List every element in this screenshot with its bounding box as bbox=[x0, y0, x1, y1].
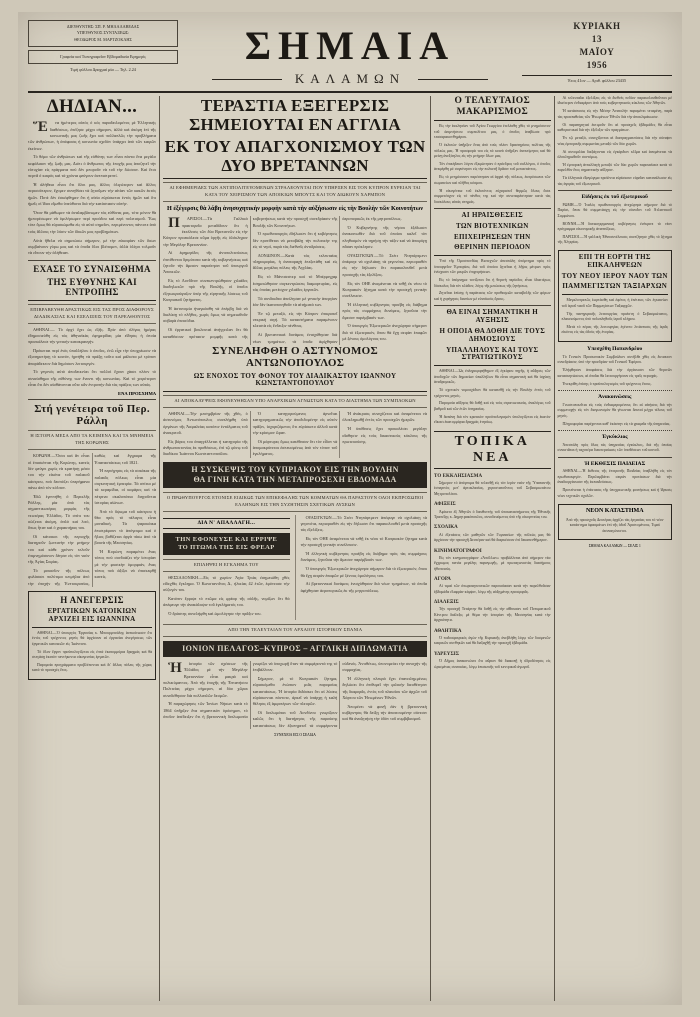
local-news-banner: ΤΟΠΙΚΑ ΝΕΑ bbox=[434, 431, 550, 469]
lead-kicker: ΑΙ ΕΦΗΜΕΡΙΔΕΣ ΤΩΝ ΑΝΤΙΠΟΛΙΤΕΥΟΜΕΝΩΝ ΣΤΡΑΛΕΟΥΝΤΑΙ ΠΟΥ ΥΠΗΡΞΕΝ ΕΙΣ ΤΟΝ ΚΥΠΡΟΝ ΕΥΡΕΙΑΝ ΤΑΙ ΚΑΤΑ ΤΟΥ ΧΕΙΡΙΣΜΟΥ ΤΩΝ ΑΠΟΙΚΙΩΝ ΜΠΟΥΤΣ ΚΑΙ ΤΟΥ ΔΙΩΚΟΥΝ ΧΑΡΜΠΟΝ bbox=[163, 182, 427, 202]
housing-para: Τὸ ὅλον ἔργον προϋπολογίζεται εἰς ἑπτὰ ἑκατομμύρια δραχμὰς καὶ θὰ στεγάσῃ ἑκατὸν πεντήκοντα οἰκογενείας ἐργατῶν. bbox=[32, 649, 153, 659]
parliament-banner bbox=[163, 462, 427, 488]
lead-para: Οἱ ἐργατικοὶ βουλευταὶ ἀνήγγειλαν ὅτι θὰ καταθέσουν πρότασιν μομφῆς κατὰ τῆς κυβερνήσεως κατὰ τὴν προσεχῆ συνεδρίασιν τῆς Βουλῆς τῶν Κοινοτήτων. bbox=[163, 216, 338, 339]
divider bbox=[558, 190, 673, 191]
date-year: 1956 bbox=[586, 60, 608, 71]
article2-signature: ΕΝΑ ΠΡΟΣΧΗΜΑ bbox=[118, 390, 157, 396]
price-line: Τιμή φύλλου Δραχμαί μία — Τηλ. 2.24 bbox=[70, 67, 136, 73]
housing-headline: Η ΑΝΕΓΕΡΣΙΣ bbox=[60, 595, 124, 605]
salaries-headline-2: Η ΟΠΟΙΑ ΘΑ ΔΟΘΗ ΔΙΕ ΤΟΥΣ ΔΗΜΟΣΙΟΥΣ bbox=[439, 326, 546, 343]
feature-para: ΚΟΡΩΝΗ.—Ὅσοι καὶ ἂν εἶναι οἱ ἐπισκέπται τῆς Κορώνης, κανεὶς δὲν φεύγει χωρὶς νὰ κρατήσῃ μέσα του τὴν εἰκόνα τοῦ παλαιοῦ κάστρου, ποὺ δεσπόζει ὑπερήφανα πάνω ἀπὸ τὸν κόλπον. bbox=[28, 453, 90, 490]
scouts-para: Τὸ Γενικὸν Προσκοπικὸν Συμβούλιον συνῆλθε χθὲς εἰς ἔκτακτον συνεδρίασιν, ὑπὸ τὴν προεδρίαν τοῦ Γενικοῦ Ἐφόρου. bbox=[557, 355, 672, 365]
local-item-title: ΚΙΝΗΜΑΤΟΓΡΑΦΟΙ bbox=[434, 548, 482, 554]
editor-line-3: ΘΕΟΔΩΡΟΣ Μ. ΜΑΡΤΖΟΚΛΗΣ bbox=[74, 36, 132, 42]
church-headline-1: ΕΠΙ ΤΗ ΕΟΡΤΗ ΤΗΣ ΕΠΚΑΛΗΨΕΩΝ bbox=[578, 252, 651, 269]
crime-article bbox=[163, 515, 289, 621]
arrest-subhead: ΩΣ ΕΝΟΧΟΣ ΤΟΥ ΦΟΝΟΥ ΤΟΥ ΔΙΑΔΙΚΑΣΤΟΥ ΙΩΑΝΝΟΥ ΚΩΝΣΤΑΝΤΟΠΟΥΛΟΥ bbox=[163, 373, 427, 393]
arrest-para: Ἡ ἀνάκρισις συνεχίζεται καὶ ἀναμένεται νὰ ὁλοκληρωθῇ ἐντὸς τῶν προσεχῶν ἡμερῶν. bbox=[342, 411, 428, 423]
editorial-para: Τὸ θέμα τῶν ἀνθρώπων καὶ τῆς εὐθύνης των εἶναι πάντα ἕνα μεγάλο κεφάλαιον τῆς ζωῆς μας. Διότι ὁ ἄνθρωπος τῆς ἐποχῆς μας ἀποζητεῖ τὴν εὐτυχίαν εἰς πράγματα ποὺ δὲν μποροῦν νὰ τοῦ τὴν δώσουν. Καὶ ἔτσι περνᾶ ὁ καιρὸς καὶ τὰ χρόνια φεύγουν ἀνεπιστρεπτί. bbox=[28, 154, 157, 179]
obituary-para: Τὸν ἐπικήδειον λόγον ἐξεφώνησεν ὁ πρόεδρος τοῦ συλλόγου, ὁ ὁποῖος ἀνεφέρθη μὲ συγκίνησιν εἰς τὴν πολυετῆ δρᾶσιν τοῦ μεταστάντος. bbox=[434, 161, 551, 172]
lead-para: ΛΟΝΔΙΝΟΝ.—Κατὰ τὰς τελευταίας πληροφορίας, ἡ ἀναταραχὴ ἐπεξετάθη καὶ εἰς ἄλλας μεγάλας πόλεις τῆς Ἀγγλίας. bbox=[252, 252, 338, 271]
crime-banner-line1: ΤΗΝ ΕΦΟΝΕΥΣΕ ΚΑΙ ΕΡΡΙΨΕ bbox=[175, 535, 278, 543]
editor-line-1: ΔΙΕΥΘΥΝΤΗΣ: ΣΠ. Ρ. ΜΗΛΑΛΑΒΕΔΑΣ bbox=[66, 24, 140, 29]
local-item-text: Εἰς τὸν κινηματογράφον «Ἀπόλλων» προβάλλεται ἀπὸ σήμερον νέα ἔγχρωμος ταινία μεγάλης παραγωγῆς, μὲ πρωταγωνιστὰς διασήμους ἠθοποιούς. bbox=[434, 555, 551, 571]
feature-kicker: Η ΙΣΤΟΡΙΑ ΜΕΣΑ ΑΠΟ ΤΑ ΚΕΙΜΕΝΑ ΚΑΙ ΤΑ ΜΝΗΜΕΙΑ ΤΗΣ ΚΟΡΩΝΗΣ bbox=[28, 430, 156, 450]
education-report-para: ΑΘΗΝΑΙ.—Ἡ ἔκθεσις τῆς ἐπιτροπῆς Παιδείας ὑπεβλήθη εἰς τὸν πρωθυπουργόν. Περιλαμβάνει σειρὰν προτάσεων διὰ τὴν ἀναδιοργάνωσιν τῆς ἐκπαιδεύσεως. bbox=[557, 469, 672, 485]
column-3 bbox=[434, 96, 550, 1001]
scouts-para: Ἐνεκρίθη ἐπίσης ὁ προϋπολογισμὸς τοῦ τρέχοντος ἔτους. bbox=[562, 381, 652, 386]
crime-tag: ΔΙΑ Ν' ΑΠΑΛΛΑΓΗ... bbox=[163, 518, 289, 529]
church-para: Μεγαλοπρεπῶς ἑωρτάσθη καὶ ἐφέτος ἡ ἐπέτειος τῶν ἐγκαινίων τοῦ ἱεροῦ ναοῦ τῶν Παμμεγίστων Ταξιαρχῶν. bbox=[561, 298, 668, 308]
crafts-headline-1: ΑΙ ΗΡΑΙΣΘΕΣΕΙΣ bbox=[461, 210, 523, 219]
two-column-row bbox=[163, 515, 427, 621]
parliament-banner-line1: Η ΣΥΣΚΕΨΙΣ ΤΟΥ ΚΥΠΡΙΑΚΟΥ ΕΙΣ ΤΗΝ ΒΟΥΛΗΝ bbox=[191, 464, 399, 474]
circular-body bbox=[558, 443, 673, 454]
education-report-title: Ἡ ΕΚΘΕΣΙΣ ΠΑΙΔΕΙΑΣ bbox=[584, 460, 646, 467]
church-para: Τῆς πανηγυρικῆς λειτουργίας προέστη ὁ Σεβασμιώτατος, πλαισιούμενος ὑπὸ πολυπληθοῦς ἱεροῦ κλήρου. bbox=[561, 311, 668, 322]
scouts-body bbox=[558, 355, 673, 387]
sidebar-notes bbox=[295, 515, 427, 621]
obituary-para: Εἰς τὸ μνημόσυνον παρέστησαν αἱ ἀρχαὶ τῆς πόλεως, ἐκπρόσωποι τῶν σωματείων καὶ πλῆθος κόσμου. bbox=[434, 175, 551, 185]
crime-kicker: ΕΠΙΛΗΨΕΙ Η ΕΓΚΛΗΜΑ ΤΟΥ bbox=[163, 559, 289, 572]
local-item-text: Σήμερον τὸ ἀπόγευμα θὰ τελεσθῇ εἰς τὸν ἱερὸν ναὸν τῆς Ὑπαπαντῆς ἑσπερινὸς μετ' ἀρτοκλασίας, χοροστατοῦντος τοῦ Σεβασμιωτάτου Μητροπολίτου. bbox=[434, 480, 551, 496]
housing-subhead: ΕΡΓΑΤΙΚΩΝ ΚΑΤΟΙΚΙΩΝ ΑΡΧΙΖΕΙ ΕΙΣ ΙΩΑΝΝΙΝΑ bbox=[32, 608, 152, 628]
local-item-text: Αἱ ἐξετάσεις τῶν μαθητῶν τῶν Γυμνασίων τῆς πόλεώς μας θὰ ἀρχίσουν τὴν προσεχῆ Δευτέραν καὶ θὰ διαρκέσουν ἐπὶ δεκαπενθήμερον. bbox=[434, 532, 551, 543]
crime-para: Κατόπιν ἔρριψε τὸ πτῶμα εἰς φρέαρ τῆς αὐλῆς, νομίζων ὅτι θὰ ἀπέφευγε τὴν ἀνακάλυψιν τοῦ ἐγκλήματός του. bbox=[163, 596, 290, 608]
world-lead-para: Ἡ ἐμπορικὴ ἀνταλλαγὴ μεταξὺ τῶν δύο χωρῶν παρουσίασε κατὰ τὸ παρελθὸν ἔτος σημαντικὴν αὔξησιν. bbox=[557, 162, 672, 173]
lead-para: Ὁ πρωθυπουργὸς ἐδήλωσεν ὅτι ἡ κυβέρνησις δὲν προτίθεται νὰ μεταβάλῃ τὴν πολιτικήν της εἰς τὸ νησί, παρὰ τὰς διεθνεῖς ἀντιδράσεις. bbox=[252, 231, 338, 250]
crime-banner bbox=[163, 533, 289, 555]
ad-text: Ἀπὸ τῆς προσεχοῦς Δευτέρας ἀρχίζει τὰς ἐργασίας του τὸ νέον κατάστημα ὑφασμάτων ἐπὶ τῆς ὁδοῦ Ἀριστομένους. Τιμαὶ ἀσυναγώνιστοι. bbox=[565, 517, 664, 533]
newspaper-sheet bbox=[18, 12, 682, 1005]
parliament-banner-line2: ΘΑ ΓΙΝΗ ΚΑΤΑ ΤΗΝ ΜΕΤΑΠΡΟΣΕΧΗ ΕΒΔΟΜΑΔΑ bbox=[193, 474, 397, 484]
offices-line: Γραφεία καί Τυπογραφεΐον Εβδομαδιαία Εφημερίς bbox=[60, 53, 146, 59]
history-banner: ΙΟΝΙΟΝ ΠΕΛΑΓΟΣ–ΚΥΠΡΟΣ – ΑΓΓΛΙΚΗ ΔΙΠΛΩΜΑΤΙΑ bbox=[163, 641, 427, 657]
world-lead-para: Τὰ ἑλληνικὰ ἐξαγώγιμα προϊόντα εὑρίσκουν εὐρεῖαν κατανάλωσιν εἰς τὰς ἀγορὰς τοῦ ἐξωτερικοῦ. bbox=[557, 176, 672, 186]
lead-para: Εἰς τὸ Μάντσεστερ καὶ τὸ Μπέρμιγχαμ ἐσημειώθησαν συγκεντρώσεις διαμαρτυρίας, εἰς τὰς ὁποίας μετέσχον χιλιάδες ἐργατῶν. bbox=[252, 274, 338, 292]
sidebar-note-para: Εἰς τὸν ΟΗΕ ἀναμένεται νὰ τεθῇ ἐκ νέου τὸ Κυπριακὸν ζήτημα κατὰ τὴν προσεχῆ γενικὴν συνέλευσιν. bbox=[300, 535, 428, 548]
arrest-kicker: ΑΙ ΑΠΟΚΑΛΥΨΕΙΣ ΕΦΟΝΕΥΘΗΣΑΝ ΥΠΟ ΑΝΑΡΧΙΚΩΝ ΑΓΝΩΣΤΩΝ ΚΑΤΑ ΤΟ ΔΙΑΣΤΗΜΑ ΤΩΝ ΣΥΜΠΛΟΚΩΝ bbox=[163, 395, 427, 408]
lead-headline-line2: ΕΚ ΤΟΥ ΑΠΑΓΧΟΝΙΣΜΟΥ ΤΩΝ ΔΥΟ ΒΡΕΤΑΝΝΩΝ bbox=[163, 137, 427, 179]
article2-body bbox=[28, 327, 156, 389]
crafts-headline-3: ΕΠΙΧΕΙΡΗΣΕΩΝ ΤΗΝ bbox=[454, 232, 531, 241]
feature-body bbox=[28, 453, 156, 587]
list-item bbox=[434, 548, 550, 573]
lead-para: Αἱ βρεταννικαὶ δυνάμεις ἐνισχύθησαν διὰ νέων τμημάτων, τὰ ὁποῖα ἀφίχθησαν ἀεροπορικῶς ἐκ τῆς μητροπόλεως. bbox=[252, 216, 402, 344]
feature-para: Τὸ μουσεῖον τῆς πόλεως φυλάσσει πολύτιμα κειμήλια ἀπὸ τὴν ἐποχὴν τῆς Ἑνετοκρατίας, καθὼς καὶ ἔγγραφα τῆς Ἐπαναστάσεως τοῦ 1821. bbox=[28, 453, 157, 586]
divider bbox=[434, 208, 550, 209]
local-item-title: ΑΦΙΞΕΙΣ bbox=[434, 502, 456, 508]
column-4 bbox=[558, 96, 673, 1001]
history-para: Οἱ διπλωμάται τοῦ Λονδίνου γνωρίζουν καλῶς ὅτι ἡ διατήρησις τῆς παρούσης καταστάσεως δὲν ἐξυπηρετεῖ τὰ συμφέροντα οὐδενός. Ἀντιθέτως, ὑπονομεύει τὴν συνοχὴν τῆς συμμαχίας. bbox=[252, 660, 428, 728]
list-item bbox=[434, 501, 550, 520]
sidebar-note-para: Αἱ βρεταννικαὶ δυνάμεις ἐνισχύθησαν διὰ νέων τμημάτων, τὰ ὁποῖα ἀφίχθησαν ἀεροπορικῶς ἐκ τῆς μητροπόλεως. bbox=[300, 581, 428, 593]
local-item-text: Ὁ Δῆμος ἀνακοινώνει ὅτι αὔριον θὰ διακοπῇ ἡ ὑδροδότησις εἰς ὡρισμένας συνοικίας, λόγῳ ἐπισκευῆς τοῦ κεντρικοῦ ἀγωγοῦ. bbox=[434, 659, 551, 669]
scouts-title: Υπεσχέθη Παπανδρέου bbox=[587, 346, 643, 353]
obituary-headline: Ο ΤΕΛΕΥΤΑΙΟΣ ΜΑΚΑΡΙΣΜΟΣ bbox=[434, 96, 550, 121]
masthead-right-info bbox=[522, 20, 672, 84]
feature-para: Οἱ κάτοικοι τῆς περιοχῆς διατηροῦν ζωντανὴν τὴν μνήμην του καὶ κάθε χρόνον τελοῦν ἐπιμνημόσυνον δέησιν εἰς τὸν ναὸν τῆς Ἁγίας Σοφίας. bbox=[28, 534, 90, 565]
divider bbox=[28, 260, 156, 261]
article2-para: ΑΘΗΝΑΙ.— Τὸ ἀρχὶ ἔχει ὡς ἐξῆς. Πρὶν ἀπὸ ὀλίγας ἡμέρας ἐδημοσιεύθη εἰς τὰς ἀθηναϊκὰς ἐφημερίδας μία εἴδησις ἡ ὁποία προεκάλεσε τὴν γενικὴν κατακραυγήν. bbox=[28, 326, 157, 345]
world-lead-para: Οἱ παρατηρηταὶ ἐκτιμοῦν ὅτι αἱ προσεχεῖς ἑβδομάδες θὰ εἶναι καθοριστικαὶ διὰ τὴν ἐξέλιξιν τῶν πραγμάτων. bbox=[557, 122, 672, 133]
article2-para: Πρόκειται περὶ ἑνὸς ὑπαλλήλου ὁ ὁποῖος, ἐνῶ εἶχε τὴν ὑποχρέωσιν νὰ ἐξυπηρετήσῃ τὸ κοινόν, ἠρνήθη νὰ πράξῃ τοῦτο καὶ μάλιστα μὲ τρόπον ἀπαράδεκτον διὰ δημόσιον λειτουργόν. bbox=[28, 347, 157, 366]
salaries-body bbox=[434, 369, 550, 425]
divider bbox=[558, 457, 673, 458]
date-weekday: ΚΥΡΙΑΚΗ bbox=[573, 21, 621, 31]
feature-para: Ἀπὸ τὸ ὕψωμα τοῦ κάστρου ἡ θέα πρὸς τὸ πέλαγος εἶναι μοναδική. Τὰ ψαροκάικα ἐπιστρέφουν τὸ ἀπόγευμα καὶ ὁ ἥλιος βυθίζεται ἀργὰ πίσω ἀπὸ τὰ βουνὰ τῆς Μεσσηνίας. bbox=[94, 508, 157, 546]
list-item bbox=[434, 599, 550, 624]
masthead bbox=[28, 20, 672, 93]
editorial-para: Ἡ ἀλήθεια εἶναι ὅτι ὅλοι μας, ἄλλος ὀλιγώτερον καὶ ἄλλος περισσότερον, ἔχομεν συνηθίσει νὰ ζητοῦμεν τὴν αἰτίαν τῶν κακῶν ἐκτὸς ἡμῶν. Ποτὲ δὲν ἐσκέφθημεν ὅτι ἡ αἰτία εὑρίσκεται ἐντὸς ἡμῶν καὶ ὅτι ἡμεῖς οἱ ἴδιοι εἴμεθα ὑπεύθυνοι διὰ τὴν κατάστασιν αὐτήν. bbox=[28, 182, 157, 207]
divider bbox=[558, 430, 673, 431]
crafts-headline-4: ΘΕΡΙΝΗΝ ΠΕΡΙΟΔΟΝ bbox=[434, 244, 550, 256]
column-2 bbox=[163, 96, 427, 1001]
announcements-body bbox=[558, 403, 673, 427]
history-para: Ἡ παραχώρησις τῶν Ἰονίων Νήσων κατὰ τὸ 1864 ὑπῆρξεν ἕνα σημαντικὸν ὁρόσημον, τὸ ὁποῖον ἀπέδειξεν ὅτι ἡ βρεταννικὴ διπλωματία γνωρίζει νὰ ὑποχωρῇ ὅταν τὰ συμφέροντά της τὸ ἐπιβάλλουν. bbox=[163, 660, 338, 719]
foreign-news-para: ΡΩΜΗ.—Ὁ Ἰταλὸς πρωθυπουργὸς ἀνεχώρησε σήμερον διὰ τὸ Παρίσι, ὅπου θὰ συμμετάσχῃ εἰς τὴν σύνοδον τοῦ Ἀτλαντικοῦ Συμφώνου. bbox=[557, 202, 672, 218]
arrest-para: Οἱ μάρτυρες ὅμως κατέθεσαν ὅτι τὸν εἶδον νὰ ἀπομακρύνεται ἐσπευσμένως ἀπὸ τὸν τόπον τοῦ ἐγκλήματος. bbox=[252, 438, 338, 457]
scouts-para: Ἐλήφθησαν ἀποφάσεις διὰ τὴν ὀργάνωσιν τῶν θερινῶν κατασκηνώσεων, αἱ ὁποῖαι θὰ λειτουργήσουν εἰς τρεῖς περιοχάς. bbox=[557, 368, 672, 378]
salaries-para: Ἡ δαπάνη διὰ τὸν κρατικὸν προϋπολογισμὸν ὑπολογίζεται εἰς ἑκατὸν εἴκοσι ἑκατομμύρια δραχμὰς ἐτησίως. bbox=[434, 414, 551, 425]
salaries-para: ΑΘΗΝΑΙ.—Ὡς ἐπληροφορήθημεν ἐξ ἐγκύρου πηγῆς, ἡ αὔξησις τῶν ἀποδοχῶν τῶν δημοσίων ὑπαλλήλων θὰ εἶναι σημαντικὴ καὶ θὰ ἰσχύσῃ ἀναδρομικῶς. bbox=[434, 369, 551, 385]
obituary-para: Ἡ οἰκογένεια τοῦ ἐκλιπόντος εὐχαριστεῖ θερμῶς ὅλους ὅσοι συμμετέσχον εἰς τὸ πένθος της καὶ τὴν συνεπαρέστησαν κατὰ τὰς δυσκόλους αὐτὰς στιγμάς. bbox=[434, 188, 551, 204]
announcements-para: Πληροφορίαι παρέχονται καθ' ἑκάστην εἰς τὰ γραφεῖα τῆς ὑπηρεσίας. bbox=[562, 421, 671, 426]
history-para: Ἡἱστορία τῶν σχέσεων τῆς Ἑλλάδος μὲ τὴν Μεγάλην Βρεταννίαν εἶναι μακρὰ καὶ πολυκύμαντος. Ἀπὸ τῆς ἐποχῆς τῆς Ἑπτανήσου Πολιτείας μέχρι σήμερον, αἱ δύο χῶραι συνεδέθησαν διὰ πολλαπλῶν δεσμῶν. bbox=[163, 659, 248, 698]
salaries-para: Παρομοία αὔξησις θὰ δοθῇ καὶ εἰς τοὺς στρατιωτικούς, ἀναλόγως τοῦ βαθμοῦ καὶ τῶν ἐτῶν ὑπηρεσίας. bbox=[434, 401, 551, 411]
world-lead-para: Αἱ συνομιλίαι διεξάγονται εἰς ἐγκάρδιον κλῖμα καὶ ἀναμένεται νὰ ὁλοκληρωθοῦν συντόμως. bbox=[557, 149, 672, 159]
advertisement[interactable] bbox=[558, 504, 673, 540]
local-item-text: Τὴν προσεχῆ Τετάρτην θὰ δοθῇ εἰς τὴν αἴθουσαν τοῦ Πνευματικοῦ Κέντρου διάλεξις μὲ θέμα τὴν ἱστορίαν τῆς Μεσσηνίας κατὰ τὴν ἀρχαιότητα. bbox=[434, 607, 551, 623]
obituary-body bbox=[434, 124, 550, 205]
local-item-title: ΔΙΑΛΕΞΙΣ bbox=[434, 600, 459, 606]
ad-title: ΝΕΟΝ ΚΑΤΑΣΤΗΜΑ bbox=[585, 508, 644, 515]
housing-para: ΑΘΗΝΑΙ.—Ὁ ὑπουργὸς Ἐργασίας κ. Μπουρμπούλης ἀνεκοίνωσεν ὅτι ἐντὸς τοῦ τρέχοντος μηνὸς θὰ ἀρχίσουν αἱ ἐργασίαι ἀνεγέρσεως τῶν ἐργατικῶν κατοικιῶν εἰς Ἰωάννινα. bbox=[32, 630, 153, 646]
divider bbox=[28, 399, 156, 400]
education-report-body bbox=[558, 469, 673, 499]
circular-title: Ἐγκύκλιος bbox=[601, 434, 628, 441]
divider bbox=[434, 305, 550, 306]
lead-para: Ἐν τῷ μεταξύ, εἰς τὴν Κύπρον ἐπικρατεῖ νεκρικὴ σιγή. Τὰ καταστήματα παραμένουν κλειστὰ εἰς ἔνδειξιν πένθους. bbox=[252, 310, 338, 329]
salaries-headline-1: ΘΑ ΕΙΝΑΙ ΣΗΜΑΝΤΙΚΗ Η ΑΥΞΗΣΙΣ bbox=[446, 308, 539, 325]
local-item-text: Αἱ τιμαὶ τῶν ὀπωροκηπευτικῶν παρουσίασαν κατὰ τὴν παρελθοῦσαν ἑβδομάδα ἐλαφρὰν κάμψιν, λόγῳ τῆς αὐξημένης προσφορᾶς. bbox=[434, 584, 551, 594]
lead-para: Εἰς τὸν ΟΗΕ ἀναμένεται νὰ τεθῇ ἐκ νέου τὸ Κυπριακὸν ζήτημα κατὰ τὴν προσεχῆ γενικὴν συνέλευσιν. bbox=[342, 280, 428, 299]
history-para: Ἡ ἑλληνικὴ πλευρὰ ἔχει ἐπανειλημμένως δηλώσει ὅτι ἐπιθυμεῖ τὴν φιλικὴν διευθέτησιν τῆς διαφορᾶς, ἐντὸς τοῦ πλαισίου τῶν ἀρχῶν τοῦ Χάρτου τῶν Ἡνωμένων Ἐθνῶν. bbox=[342, 676, 428, 700]
sidebar-note-para: Ὁ ὑπουργὸς Ἐξωτερικῶν ἀνεχώρησε σήμερον διὰ τὸ ἐξωτερικόν, ὅπου θὰ ἔχῃ σειρὰν ἐπαφῶν μὲ ξένους ὁμολόγους του. bbox=[300, 566, 428, 578]
lead-deck: Η ἐξέγερσις θὰ λάβη ἀνησυχητικὴν μορφὴν κατὰ τὴν αὐξήσωσιν εἰς τὴν Βουλὴν τῶν Κοινοτήτων bbox=[167, 204, 424, 212]
local-item-title: ΣΧΟΛΙΚΑ bbox=[434, 525, 458, 531]
lead-para: Εἰς τὸ Λονδῖνον συνεκεντρώθησαν χιλιάδες διαδηλωτῶν πρὸ τῆς Βουλῆς, οἱ ὁποῖοι ἐζητωκραύγαζον ὑπὲρ τῆς εἰρηνικῆς λύσεως τοῦ Κυπριακοῦ ζητήματος. bbox=[163, 278, 248, 303]
local-item-title: ΑΓΟΡΑ bbox=[434, 577, 451, 583]
feature-headline: Στή γενέτειρα τοῦ Περ. Ράλλη bbox=[34, 402, 150, 428]
article2-kicker: ΕΠΙΒΡΑΒΕΥΘΗ ΔΡΑΣΤΙΚΩΣ ΕΙΣ ΤΑΣ ΠΡΟΣ ΔΙΑΦΟΡΟΥΣ ΔΙΑΔΙΚΑΣΙΑΣ ΚΑΙ ΕΞΕΛΙΞΕΙΣ ΤΟΥ ΠΑΡΕΛΘΟΝΤΟΣ bbox=[28, 304, 156, 324]
salaries-headline-3: ΥΠΑΛΛΗΛΟΥΣ ΚΑΙ ΤΟΥΣ ΣΤΡΑΤΙΩΤΙΚΟΥΣ bbox=[434, 347, 550, 367]
lead-para: Ἡ ἑλληνικὴ κυβέρνησις προέβη εἰς διάβημα πρὸς τὰς συμμάχους δυνάμεις, ζητοῦσα τὴν ἄμεσον παρέμβασίν των. bbox=[342, 302, 428, 320]
column-1 bbox=[28, 96, 156, 1001]
sidebar-note-para: Ἡ ἑλληνικὴ κυβέρνησις προέβη εἰς διάβημα πρὸς τὰς συμμάχους δυνάμεις, ζητοῦσα τὴν ἄμεσον παρέμβασίν των. bbox=[300, 551, 428, 563]
local-news-list bbox=[434, 473, 550, 670]
world-lead-para: Αἱ τελευταῖαι ἐξελίξεις εἰς τὸ διεθνὲς πεδίον παρακολουθοῦνται μὲ ἰδιαίτερον ἐνδιαφέρον ἀπὸ τοὺς κυβερνητικοὺς κύκλους τῶν Ἀθηνῶν. bbox=[557, 96, 672, 106]
crime-banner-line2: ΤΟ ΠΤΩΜΑ ΤΗΣ ΕΙΣ ΦΡΕΑΡ bbox=[178, 543, 275, 551]
issue-date bbox=[522, 20, 672, 72]
issue-number: Έτος 41ον — Αριθ. φύλλου 23435 bbox=[522, 75, 672, 84]
sidebar-notes-body bbox=[301, 515, 427, 594]
lead-para: ΟΥΑΣΙΓΚΤΩΝ.—Τὸ Στέιτ Ντηπάρτμεντ ἀπέφυγε νὰ σχολιάσῃ τὰ γεγονότα, περιορισθὲν εἰς τὴν δήλωσιν ὅτι παρακολουθεῖ μετὰ προσοχῆς τὰς ἐξελίξεις. bbox=[342, 252, 428, 277]
column-divider bbox=[159, 96, 160, 1001]
column-divider bbox=[554, 96, 555, 1001]
salaries-para: Τὸ σχετικὸν νομοσχέδιον θὰ κατατεθῇ εἰς τὴν Βουλὴν ἐντὸς τοῦ τρέχοντος μηνός. bbox=[434, 388, 551, 398]
history-kicker: ΑΠΟ ΤΗΝ ΤΕΛΕΥΤΑΙΑΝ ΤΟΥ ΑΡΧΑΙΟΥ ΙΣΤΟΡΙΚΟΥ ΣΠΑΝΙΑ bbox=[163, 624, 427, 637]
world-lead-para: Ἡ κατάστασις εἰς τὴν Μέσην Ἀνατολὴν παραμένει τεταμένη, παρὰ τὰς προσπαθείας τῶν Ἡνωμένων Ἐθνῶν διὰ τὴν ἀποκλιμάκωσιν. bbox=[557, 109, 672, 119]
education-report-para: Προτείνεται ἡ ἐπέκτασις τῆς ὑποχρεωτικῆς φοιτήσεως καὶ ἡ ἵδρυσις νέων τεχνικῶν σχολῶν. bbox=[557, 488, 672, 498]
editor-line-2: ΥΠΕΥΘΥΝΟΣ ΣΥΝΤΑΞΕΩΣ: bbox=[76, 30, 130, 36]
crafts-para: Εἰς τὸ ὑπόμνημα τονίζεται ὅτι ἡ θερινὴ περίοδος εἶναι ἰδιαιτέρως δύσκολος διὰ τὸν κλάδον, λόγῳ τῆς μειώσεως τῆς ζητήσεως. bbox=[434, 278, 551, 288]
divider bbox=[558, 390, 673, 391]
newspaper-title: ΣΗΜΑΙΑ bbox=[244, 23, 456, 68]
date-month: ΜΑΪΟΥ bbox=[579, 47, 615, 58]
arrest-para: Ἡ ὑπόθεσις ἔχει προκαλέσει μεγάλην αἴσθησιν εἰς τοὺς δικαστικοὺς κύκλους τῆς πρωτευούσης. bbox=[342, 426, 428, 444]
crafts-body bbox=[434, 259, 550, 302]
crafts-para: Ὑπὸ τῆς Ὁμοσπονδίας Βιοτεχνῶν ἀπεστάλη ὑπόμνημα πρὸς τὸ ὑπουργεῖον Ἐμπορίου, διὰ τοῦ ὁποίου ζητεῖται ἡ λῆψις μέτρων πρὸς ἐνίσχυσιν τῶν μικρῶν ἐπιχειρήσεων. bbox=[434, 259, 551, 275]
church-headline-3: ΠΑΜΜΕΓΙΣΤΩΝ ΤΑΞΙΑΡΧΩΝ bbox=[562, 283, 669, 295]
local-item-title: ΑΘΛΗΤΙΚΑ bbox=[434, 628, 462, 634]
arrest-body bbox=[163, 411, 427, 458]
housing-para: Παρομοία προγράμματα προβλέπονται καὶ δι' ἄλλας πόλεις τῆς χώρας κατὰ τὸ προσεχὲς ἔτος. bbox=[32, 662, 153, 673]
church-feast-box bbox=[558, 250, 673, 342]
church-para: Μετὰ τὸ πέρας τῆς λειτουργίας ἐγένετο λιτάνευσις τῆς ἱερᾶς εἰκόνος εἰς τὰς ὁδοὺς τῆς ἐνορίας. bbox=[561, 324, 668, 335]
continuation-note: ΣΥΝΕΧΕΙΑ ΕΙΣ Ο ΣΕΛΙΔΑ bbox=[274, 733, 316, 738]
crafts-para: Ζητεῖται ἐπίσης ἡ παράτασις τῶν προθεσμιῶν καταβολῆς τῶν φόρων καὶ ἡ χορήγησις δανείων μὲ εὐνοϊκοὺς ὅρους. bbox=[434, 291, 551, 301]
foreign-news-para: ΠΑΡΙΣΙΟΙ.—Ἡ γαλλικὴ Ἐθνοσυνέλευσις συνεζήτησε χθὲς τὸ ζήτημα τῆς Ἀλγερίας. bbox=[557, 235, 672, 245]
history-body bbox=[163, 661, 427, 729]
offices-box bbox=[28, 50, 178, 64]
masthead-left-info bbox=[28, 20, 178, 73]
list-item bbox=[434, 576, 550, 595]
obituary-para: Εἰς τὴν ἐκκλησίαν τοῦ Ἁγίου Γεωργίου ἐτελέσθη χθὲς τὸ μνημόσυνον τοῦ ἀειμνήστου συμπολίτου μας, ὁ ὁποῖος ἀπεβίωσε πρὸ τεσσαρακονθημέρου. bbox=[434, 124, 551, 140]
crime-para: ΘΕΣΣΑΛΟΝΙΚΗ.—Εἰς τὸ χωρίον Ἁγία Τριὰς ἐσημειώθη χθὲς εἰδεχθὲς ἔγκλημα. Ὁ Κωνσταντῖνος Δ., ἡλικίας 42 ἐτῶν, ἐφόνευσε τὴν σύζυγόν του. bbox=[163, 574, 290, 593]
obituary-para: Ὁ ἐκλιπὼν ὑπῆρξεν ἕνας ἀπὸ τοὺς πλέον δραστηρίους πολίτας τῆς πόλεώς μας. Ἡ προσφορά του εἰς τὰ κοινὰ ὑπῆρξεν ἀνεκτίμητος καὶ θὰ μείνῃ ἀνεξίτηλος εἰς τὴν μνήμην ὅλων μας. bbox=[434, 143, 551, 158]
lead-body bbox=[163, 216, 427, 345]
editor-box bbox=[28, 20, 178, 47]
article2-headline-1: ΕΧΑΣΕ ΤΟ ΣΥΝΑΙΣΘΗΜΑ bbox=[33, 263, 151, 274]
editorial-para: Αὐτὰ ἤθελα νὰ σημειώσω σήμερον, μὲ τὴν εὐκαιρίαν τῶν ὅσων συμβαίνουν γύρω μας καὶ τὰ ὁποῖα ὅλοι βλέπομεν, ἀλλὰ ὀλίγοι τολμοῦν νὰ εἴπουν τὴν ἀλήθειαν. bbox=[28, 237, 157, 256]
housing-body bbox=[32, 631, 152, 674]
page-columns bbox=[28, 96, 672, 1001]
feature-para: Ἡ Κορώνη παραμένει ἕνας τόπος ποὺ συνδυάζει τὴν ἱστορίαν μὲ τὴν φυσικὴν ὀμορφιάν, ἕνας τόπος ποὺ ἀξίζει νὰ ἐπισκεφθῇ κανείς. bbox=[94, 549, 157, 580]
arrest-para: Εἰς βάρος του ἀπαγγέλλεται ἡ κατηγορία τῆς ἀνθρωποκτονίας ἐκ προθέσεως, ἐπὶ τῷ φόνῳ τοῦ διαδίκου Ἰωάννου Κωνσταντοπούλου. bbox=[163, 438, 248, 457]
crime-para: Ὁ δράστης συνελήφθη καὶ ὡμολόγησε τὴν πρᾶξιν του. bbox=[168, 611, 262, 617]
world-lead-body bbox=[558, 96, 673, 187]
local-item-title: ΤΟ ΕΚΚΛΗΣΙΑΣΜΑ bbox=[434, 473, 483, 479]
history-para: Σήμερον, μὲ τὸ Κυπριακὸν ζήτημα, εὑρισκόμεθα ἐνώπιον μιᾶς παρομοίας καταστάσεως. Ἡ ἱστορία διδάσκει ὅτι αἱ λύσεις εὑρίσκονται πάντοτε, ἀρκεῖ νὰ ὑπάρχῃ ἡ καλὴ θέλησις ἐξ ἀμφοτέρων τῶν πλευρῶν. bbox=[252, 676, 338, 707]
foreign-news-body bbox=[558, 203, 673, 246]
newspaper-subtitle: ΚΑΛΑΜΩΝ bbox=[184, 71, 516, 87]
world-lead-para: Ἐν τῷ μεταξύ, συνεχίζονται αἱ διαπραγματεύσεις διὰ τὴν σύναψιν νέας ἐμπορικῆς συμφωνίας μεταξὺ τῶν δύο χωρῶν. bbox=[557, 136, 672, 146]
article2-headline-2: ΤΗΣ ΕΥΘΥΝΗΣ ΚΑΙ ΕΝΤΡΟΠΗΣ bbox=[28, 277, 156, 301]
list-item bbox=[434, 628, 550, 647]
arrest-para: Ὁ κατηγορούμενος ἀρνεῖται κατηγορηματικῶς τὴν ἀποδιδομένην εἰς αὐτὸν πρᾶξιν, ἰσχυριζόμενος ὅτι εὑρίσκετο ἀλλοῦ κατὰ τὴν κρίσιμον ὥραν. bbox=[252, 411, 338, 435]
crime-body bbox=[163, 575, 289, 618]
lead-para: Τὰ συνδικᾶτα ἀπείλησαν μὲ γενικὴν ἀπεργίαν ἐὰν δὲν ἱκανοποιηθοῦν τὰ αἰτήματά των. bbox=[252, 295, 338, 308]
circular-para: Ἀπεστάλη πρὸς ὅλας τὰς ὑπηρεσίας ἐγκύκλιος, διὰ τῆς ὁποίας συνιστᾶται ἡ ταχυτέρα διεκπεραίωσις τῶν ὑποθέσεων τοῦ κοινοῦ. bbox=[557, 442, 672, 453]
church-body bbox=[562, 298, 669, 336]
feature-para: Ἡ περιήγησις εἰς τὰ σοκάκια τῆς παλαιᾶς πόλεως εἶναι μία συγκινητικὴ ἐμπειρία. Τὰ σπίτια μὲ τὰ κεραμίδια, οἱ καμάρες καὶ τὰ πέτρινα σκαλοπάτια διηγοῦνται ἱστορίας αἰώνων. bbox=[94, 468, 157, 505]
list-item bbox=[434, 524, 550, 543]
foreign-news-para: ΒΟΝΝΗ.—Ἡ δυτικογερμανικὴ κυβέρνησις ἐνέκρινε τὸ νέον πρόγραμμα οἰκονομικῆς ἀναπτύξεως. bbox=[557, 221, 672, 232]
parliament-kicker: Ο ΠΡΩΘΥΠΟΥΡΓΟΣ ΕΤΟΝΙΣΕ ΕΙΔΙΚΩΣ ΤΩΝ ΕΠΙΚΕΦΑΛΗΣ ΤΩΝ ΚΟΜΜΑΤΩΝ ΘΑ ΠΑΡΑΣΤΟΥΝ ΟΛΟΙ ΕΚΠΡΟΣΩΠΟΙ ΕΛΛΗΝΩΝ ΕΙΣ ΤΗΝ ΣΥΖΗΤΗΣΙΝ ΣΧΕΤΙΚΩΝ ΛΥΣΕΩΝ bbox=[163, 492, 427, 512]
masthead-center bbox=[178, 20, 522, 87]
editorial-lead: Ἕνα ἡμέτερος αὐτὸς ὁ κὸς παραδειλομένος μὲ Ἑλληνικὴς διαθέσεως, ἐπέζησε μέχρι σήμερον, ἀλλὰ καὶ ἀκόμη ἐπὶ τῆς κοινωνικῆς μας ζωῆς ἔχει καὶ πολλαπλῶς τὴν προβλήματα τῶν ἀνθρώπων, ἡ ἀπόφασις ἡ κοινωνία σχεδὸν ὑπάρχει ἀπὸ τῶν καιρῶν ἐκείνων. bbox=[28, 119, 157, 151]
crafts-headline-2: ΤΩΝ ΒΙΟΤΕΧΝΙΚΩΝ bbox=[455, 221, 529, 230]
arrest-para: ΑΘΗΝΑΙ.—Τὴν μεσημβρίαν τῆς χθές, ὁ ἀστυνόμος Ἀντωνόπουλος συνελήφθη ὑπὸ ὀργάνων τῆς Ἀσφαλείας κατόπιν ἐντάλματος τοῦ ἀνακριτοῦ. bbox=[163, 411, 248, 435]
local-item-text: Ἀφίκετο ἐξ Ἀθηνῶν ὁ διευθυντὴς τοῦ ὑποκαταστήματος τῆς Ἐθνικῆς Τραπέζης κ. Δημητρακόπουλος, συνοδευόμενος ὑπὸ τῆς οἰκογενείας του. bbox=[434, 509, 551, 519]
column-divider bbox=[430, 96, 431, 1001]
editorial-body bbox=[28, 120, 156, 256]
ad-body bbox=[563, 518, 668, 534]
announcements-title: Ἀνακοινώσεις bbox=[598, 394, 632, 401]
article2-para: Τὸ γεγονὸς αὐτὸ ἀποδεικνύει ὅτι πολλοὶ ἔχουν χάσει πλέον τὸ συναίσθημα τῆς εὐθύνης των ἔναντι τῆς κοινωνίας. Καὶ τὸ χειρότερον εἶναι ὅτι δὲν αἰσθάνονται οὔτε κἂν ἐντροπὴν διὰ τὰς πράξεις των αὐτάς. bbox=[28, 369, 157, 388]
lead-para: Ἡ ἀστυνομία ἠναγκάσθη νὰ ἐπέμβῃ διὰ νὰ διαλύσῃ τὸ πλῆθος, χωρὶς ὅμως νὰ σημειωθοῦν σοβαρὰ ἐπεισόδια. bbox=[163, 305, 248, 324]
page-footer: ΣΗΜΑΙΑ ΚΑΛΑΜΩΝ — ΣΕΛΙΣ 1 bbox=[588, 544, 641, 549]
editorial-headline: ΔΗΔΙΑΝ... bbox=[46, 96, 138, 117]
foreign-news-title: Εἰδήσεις ἐκ τοῦ ἐξωτερικοῦ bbox=[581, 194, 648, 201]
history-para: Ἀπομένει νὰ φανῇ ἐὰν ἡ βρεταννικὴ κυβέρνησις θὰ δείξῃ τὴν ἀπαιτουμένην σύνεσιν καὶ θὰ ἀναζητήσῃ τὴν ὁδὸν τοῦ συμβιβασμοῦ. bbox=[342, 703, 428, 722]
lead-para: Ὁ Κυβερνήτης τῆς νήσου ἐξέδωσεν ἀνακοινωθὲν διὰ τοῦ ὁποίου καλεῖ τὸν πληθυσμὸν νὰ τηρήσῃ τὴν τάξιν καὶ νὰ ἀποφύγῃ πᾶσαν πρόκλησιν. bbox=[342, 225, 428, 250]
list-item bbox=[434, 651, 550, 670]
feature-para: Ἐδῶ ἐγεννήθη ὁ Περικλῆς Ράλλης, μία ἀπὸ τὰς σημαντικωτέρας μορφὰς τῆς νεωτέρας Ἑλλάδος. Τὸ σπίτι του σώζεται ἀκόμη, ἁπλὸ καὶ λιτό, ὅπως ἦταν καὶ ὁ χαρακτήρας του. bbox=[28, 493, 90, 531]
local-item-title: ΥΔΡΕΥΣΙΣ bbox=[434, 651, 460, 657]
announcements-para: Γνωστοποιεῖται εἰς τοὺς ἐνδιαφερομένους ὅτι αἱ αἰτήσεις διὰ τὴν συμμετοχὴν εἰς τὸν διαγωνισμὸν θὰ γίνωνται δεκταὶ μέχρι τέλους τοῦ μηνός. bbox=[557, 402, 672, 418]
church-headline-2: ΤΟΥ ΝΕΟΥ ΙΕΡΟΥ ΝΑΟΥ ΤΩΝ bbox=[561, 271, 668, 280]
editorial-para: Ὅταν θὰ μάθωμεν νὰ ἀναλαμβάνωμεν τὰς εὐθύνας μας, τότε μόνον θὰ ἠμπορέσωμεν νὰ ὁμιλήσωμεν περὶ προόδου καὶ περὶ πολιτισμοῦ. Ἕως τότε ὅμως θὰ εὑρισκώμεθα εἰς τὸ αὐτὸ σημεῖον, περιμένοντες πάντοτε ἀπὸ τοὺς ἄλλους τὴν λύσιν τῶν ἰδικῶν μας προβλημάτων. bbox=[28, 209, 157, 234]
lead-para: ΠΑΡΙΣΙΟΙ.—Τὰ Γαλλικὰ πρακτορεῖα μεταδίδουν ὅτι ἡ ἐκτέλεσις τῶν δύο Βρεταννῶν εἰς τὴν Κύπρον προεκάλεσε κῦμα ὀργῆς εἰς ὁλόκληρον τὴν Μεγάλην Βρεταννίαν. bbox=[163, 215, 248, 247]
local-item-text: Ὁ ποδοσφαιρικὸς ἀγὼν τῆς Κυριακῆς ἀνεβλήθη λόγῳ τῶν δυσμενῶν καιρικῶν συνθηκῶν καὶ θὰ διεξαχθῇ τὴν προσεχῆ ἑβδομάδα. bbox=[434, 636, 551, 646]
arrest-headline: ΣΥΝΕΛΗΦΘΗ Ο ΑΣΤΥΝΟΜΟΣ ΑΝΤΩΝΟΠΟΥΛΟΣ bbox=[212, 344, 379, 370]
lead-headline-line1: ΤΕΡΑΣΤΙΑ ΕΞΕΓΕΡΣΙΣ ΣΗΜΕΙΟΥΤΑΙ ΕΝ ΑΓΓΛΙΑ bbox=[189, 96, 402, 135]
housing-article-box bbox=[28, 591, 156, 680]
lead-para: Ὁ ὑπουργὸς Ἐξωτερικῶν ἀνεχώρησε σήμερον διὰ τὸ ἐξωτερικόν, ὅπου θὰ ἔχῃ σειρὰν ἐπαφῶν μὲ ξένους ὁμολόγους του. bbox=[342, 323, 428, 342]
date-day: 13 bbox=[591, 34, 603, 45]
lead-para: Αἱ ἐφημερίδες τῆς ἀντιπολιτεύσεως ἐπιτίθενται δριμύτατα κατὰ τῆς κυβερνήσεως καὶ ζητοῦν τὴν ἄμεσον παραίτησιν τοῦ ὑπουργοῦ Ἀποικιῶν. bbox=[163, 250, 248, 275]
sidebar-note-para: ΟΥΑΣΙΓΚΤΩΝ.—Τὸ Στέιτ Ντηπάρτμεντ ἀπέφυγε νὰ σχολιάσῃ τὰ γεγονότα, περιορισθὲν εἰς τὴν δήλωσιν ὅτι παρακολουθεῖ μετὰ προσοχῆς τὰς ἐξελίξεις. bbox=[300, 514, 428, 533]
list-item bbox=[434, 473, 550, 498]
